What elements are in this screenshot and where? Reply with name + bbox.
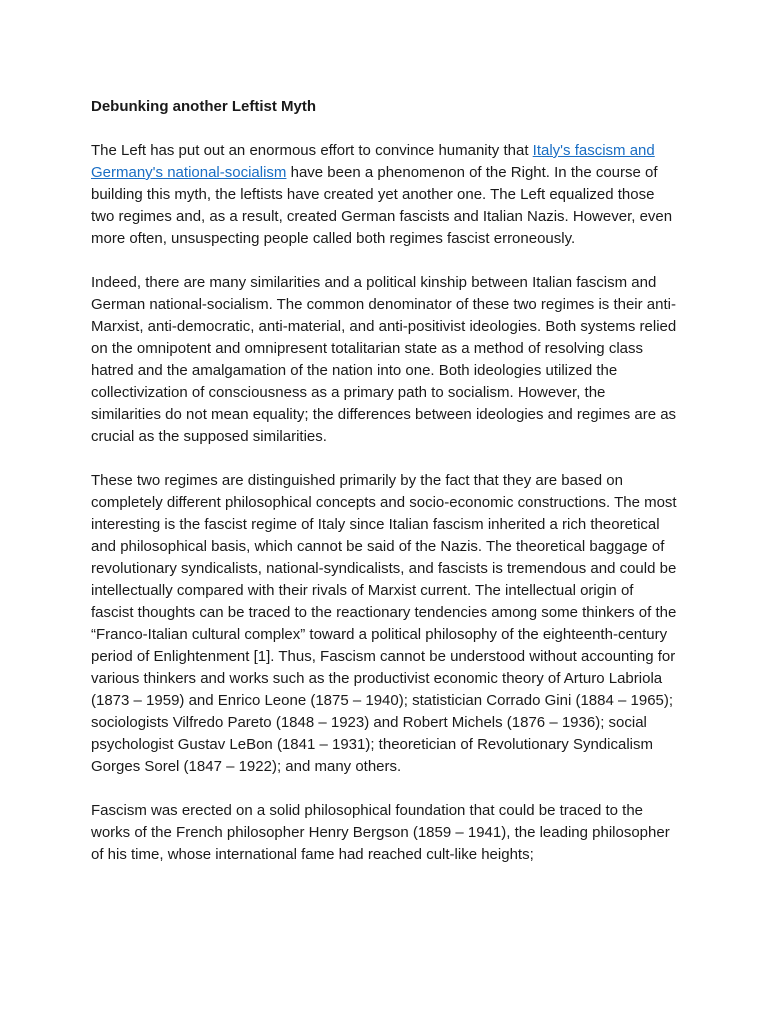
paragraph-1 bbox=[91, 140, 679, 250]
paragraph-3: These two regimes are distinguished primarily by the fact that they are based on completely different philosophical concepts and socio-economic constructions. The most interesting is the fascist regime of Italy since Italian fascism inherited a rich theoretical and philosophical basis, which cannot be said of the Nazis. The theoretical baggage of revolutionary syndicalists, national-syndicalists, and fascists is tremendous and could be intellectually compared with their rivals of Marxist current. The intellectual origin of fascist thoughts can be traced to the reactionary tendencies among some thinkers of the “Franco-Italian cultural complex” toward a political philosophy of the eighteenth-century period of Enlightenment [1]. Thus, Fascism cannot be understood without accounting for various thinkers and works such as the productivist economic theory of Arturo Labriola (1873 – 1959) and Enrico Leone (1875 – 1940); statistician Corrado Gini (1884 – 1965); sociologists Vilfredo Pareto (1848 – 1923) and Robert Michels (1876 – 1936); social psychologist Gustav LeBon (1841 – 1931); theoretician of Revolutionary Syndicalism Gorges Sorel (1847 – 1922); and many others. bbox=[91, 472, 677, 775]
paragraph-4: Fascism was erected on a solid philosophical foundation that could be traced to the works of the French philosopher Henry Bergson (1859 – 1941), the leading philosopher of his time, whose international fame had reached cult-like heights; bbox=[91, 802, 670, 863]
document-title: Debunking another Leftist Myth bbox=[91, 98, 316, 115]
paragraph-1-rest: have been a phenomenon of the Right. In the course of building this myth, the leftists have created yet another one. The Left equalized those two regimes and, as a result, created German fascists and Italian Nazis. However, even more often, unsuspecting people called both regimes fascist erroneously. bbox=[91, 164, 673, 247]
paragraph-2: Indeed, there are many similarities and a political kinship between Italian fascism and German national-socialism. The common denominator of these two regimes is their anti-Marxist, anti-democratic, anti-material, and anti-positivist ideologies. Both systems relied on the omnipotent and omnipresent totalitarian state as a method of resolving class hatred and the amalgamation of the nation into one. Both ideologies utilized the collectivization of consciousness as a primary path to socialism. However, the similarities do not mean equality; the differences between ideologies and regimes are as crucial as the supposed similarities. bbox=[91, 274, 677, 445]
fascism-nazism-link[interactable]: Italy's fascism and Germany's national-socialism bbox=[91, 142, 655, 181]
paragraph-1-intro: The Left has put out an enormous effort to convince humanity that bbox=[91, 142, 533, 159]
document-page bbox=[91, 96, 679, 888]
